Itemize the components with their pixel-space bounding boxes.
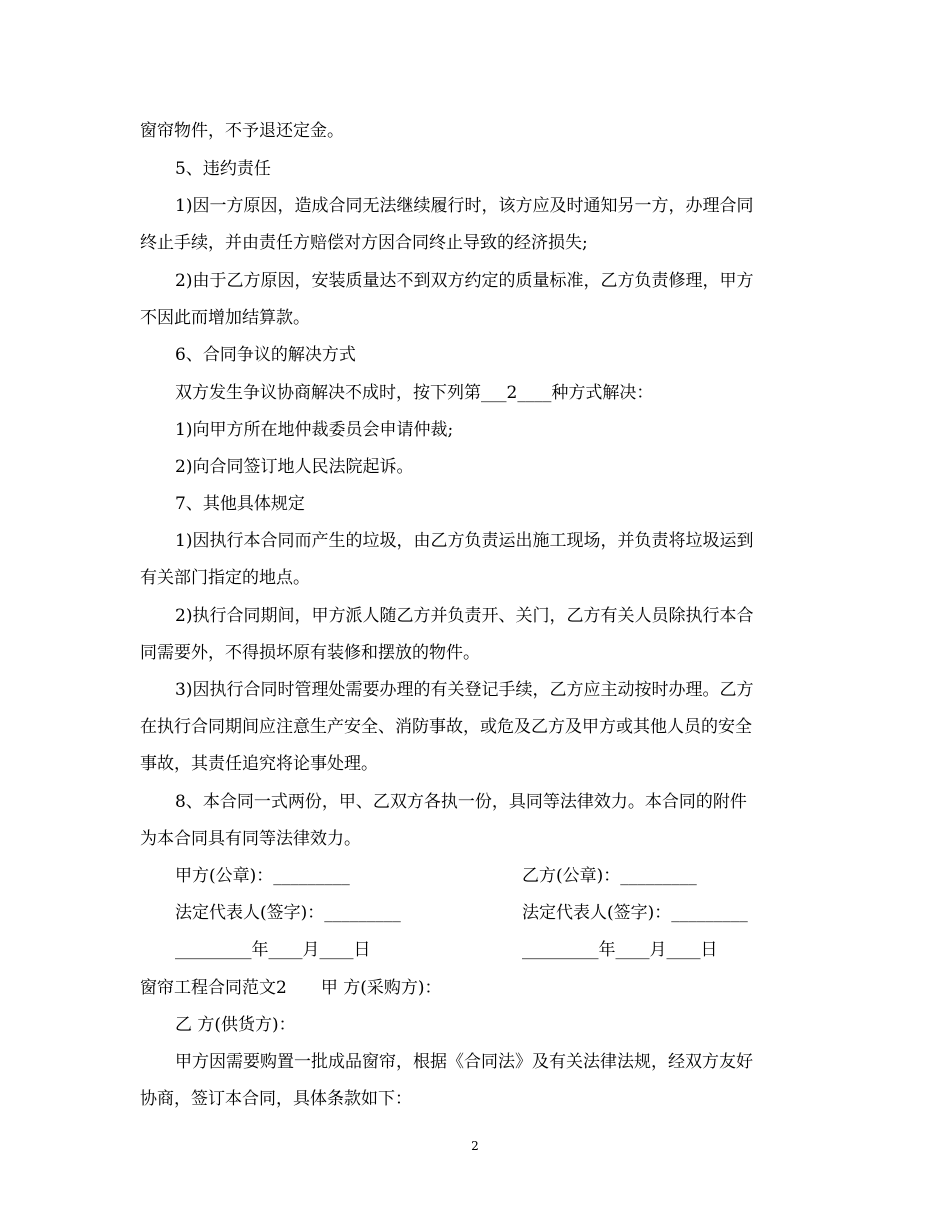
paragraph-line: 乙 方(供货方)：	[175, 1015, 296, 1035]
party-b-seal-field: 乙方(公章)：_________	[522, 866, 697, 886]
paragraph-line: 1)因一方原因，造成合同无法继续履行时，该方应及时通知另一方，办理合同	[175, 196, 754, 216]
section-heading: 7、其他具体规定	[175, 494, 305, 514]
paragraph-line: 双方发生争议协商解决不成时，按下列第___2____种方式解决：	[175, 383, 654, 403]
paragraph-line: 窗帘物件，不予退还定金。	[140, 121, 344, 141]
paragraph-line: 1)因执行本合同而产生的垃圾，由乙方负责运出施工现场，并负责将垃圾运到	[175, 531, 754, 551]
paragraph-line: 3)因执行合同时管理处需要办理的有关登记手续，乙方应主动按时办理。乙方	[175, 680, 754, 700]
paragraph-line: 在执行合同期间应注意生产安全、消防事故，或危及乙方及甲方或其他人员的安全	[140, 717, 752, 737]
paragraph-line: 不因此而增加结算款。	[140, 308, 310, 328]
paragraph-line: 窗帘工程合同范文2 甲 方(采购方)：	[140, 978, 442, 998]
paragraph-line: 8、本合同一式两份，甲、乙双方各执一份，具同等法律效力。本合同的附件	[175, 792, 747, 812]
section-heading: 5、违约责任	[175, 159, 271, 179]
party-b-date-field: _________年____月____日	[522, 940, 718, 960]
paragraph-line: 协商，签订本合同，具体条款如下：	[140, 1089, 412, 1109]
party-a-date-field: _________年____月____日	[175, 940, 371, 960]
paragraph-line: 终止手续，并由责任方赔偿对方因合同终止导致的经济损失;	[140, 233, 588, 253]
paragraph-line: 事故，其责任追究将论事处理。	[140, 754, 378, 774]
paragraph-line: 1)向甲方所在地仲裁委员会申请仲裁;	[175, 420, 454, 440]
party-b-representative-field: 法定代表人(签字)：_________	[522, 903, 748, 923]
party-a-seal-field: 甲方(公章)：_________	[175, 866, 350, 886]
section-heading: 6、合同争议的解决方式	[175, 345, 356, 365]
paragraph-line: 为本合同具有同等法律效力。	[140, 829, 361, 849]
paragraph-line: 甲方因需要购置一批成品窗帘，根据《合同法》及有关法律法规，经双方友好	[175, 1052, 753, 1072]
paragraph-line: 2)执行合同期间，甲方派人随乙方并负责开、关门，乙方有关人员除执行本合	[175, 606, 754, 626]
paragraph-line: 同需要外，不得损坏原有装修和摆放的物件。	[140, 643, 480, 663]
paragraph-line: 2)向合同签订地人民法院起诉。	[175, 457, 414, 477]
party-a-representative-field: 法定代表人(签字)：_________	[175, 903, 401, 923]
page-number: 2	[471, 1139, 479, 1153]
paragraph-line: 有关部门指定的地点。	[140, 568, 310, 588]
paragraph-line: 2)由于乙方原因，安装质量达不到双方约定的质量标准，乙方负责修理，甲方	[175, 271, 754, 291]
